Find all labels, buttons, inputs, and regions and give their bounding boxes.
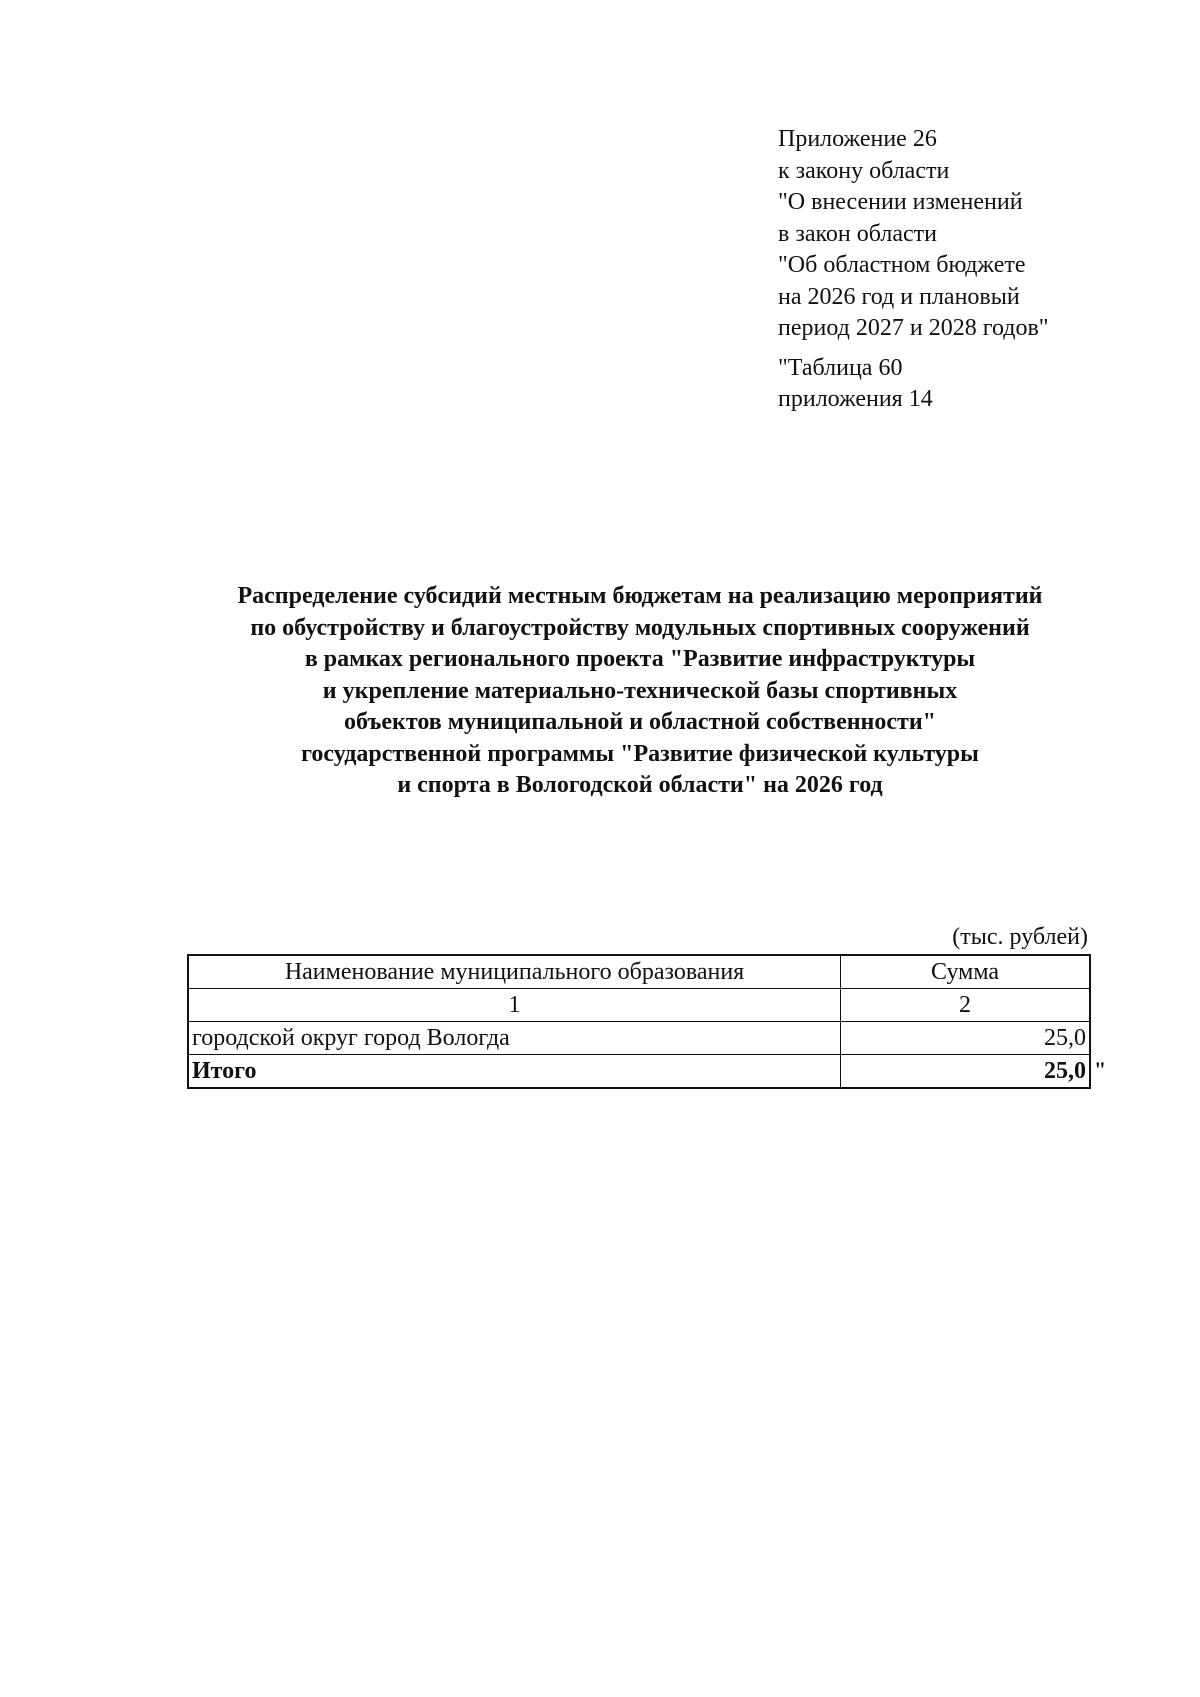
appendix-line: Приложение 26 bbox=[778, 126, 937, 152]
subsidy-table bbox=[187, 954, 1091, 1089]
column-number: 1 bbox=[188, 989, 841, 1022]
header-municipality: Наименование муниципального образования bbox=[188, 955, 841, 989]
total-row bbox=[188, 1055, 1090, 1089]
subsidy-amount: 25,0 bbox=[841, 1022, 1090, 1055]
table-reference bbox=[778, 353, 1049, 416]
appendix-line: период 2027 и 2028 годов" bbox=[778, 315, 1049, 341]
title-line: Распределение субсидий местным бюджетам на реализацию мероприятий bbox=[237, 583, 1043, 609]
header-amount: Сумма bbox=[841, 955, 1090, 989]
table-header-row bbox=[188, 955, 1090, 989]
appendix-line: к закону области bbox=[778, 157, 950, 184]
title-line: государственной программы "Развитие физической культуры bbox=[301, 740, 979, 767]
total-label: Итого bbox=[188, 1055, 841, 1089]
document-title bbox=[180, 581, 1100, 802]
municipality-name: городской округ город Вологда bbox=[188, 1022, 841, 1055]
title-line: и укрепление материально-технической базы спортивных bbox=[322, 677, 958, 704]
table-reference-line: приложения 14 bbox=[778, 386, 933, 412]
total-amount: 25,0 bbox=[841, 1055, 1090, 1089]
appendix-line: в закон области bbox=[778, 220, 937, 247]
column-number: 2 bbox=[841, 989, 1090, 1022]
title-line: в рамках регионального проекта "Развитие инфраструктуры bbox=[304, 646, 976, 672]
units-note: (тыс. рублей) bbox=[952, 924, 1088, 950]
appendix-line: "Об областном бюджете bbox=[778, 252, 1026, 278]
table-row bbox=[188, 1022, 1090, 1055]
closing-quote: " bbox=[1094, 1057, 1107, 1082]
appendix-header bbox=[778, 124, 1049, 416]
title-line: и спорта в Вологодской области" на 2026 год bbox=[397, 772, 883, 798]
appendix-line: "О внесении изменений bbox=[778, 189, 1023, 215]
title-line: по обустройству и благоустройству модульных спортивных сооружений bbox=[250, 614, 1030, 641]
appendix-line: на 2026 год и плановый bbox=[778, 283, 1020, 310]
table-reference-line: "Таблица 60 bbox=[778, 354, 903, 381]
title-line: объектов муниципальной и областной собственности" bbox=[344, 709, 936, 735]
column-number-row bbox=[188, 989, 1090, 1022]
